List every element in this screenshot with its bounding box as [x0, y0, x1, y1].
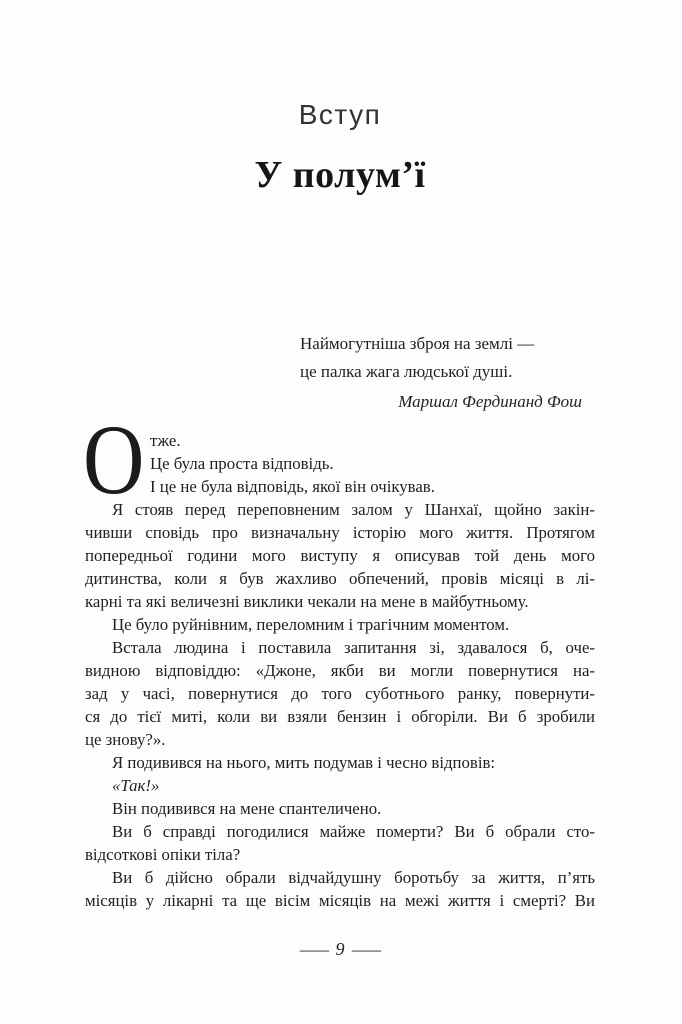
body-line: чивши сповідь про визначальну історію мого життя. Протягом [85, 523, 595, 542]
footer-left-dash: — [299, 940, 329, 959]
epigraph-attribution: Маршал Фердинанд Фош [398, 392, 582, 411]
body-text [83, 404, 595, 912]
body-line: Ви б справді погодилися майже померти? Ви б обрали сто- [112, 822, 595, 841]
body-line: це знову?». [85, 730, 166, 749]
drop-cap: О [83, 404, 145, 515]
body-line: тже. [150, 431, 181, 450]
body-lines [85, 429, 595, 912]
body-line: Це була проста відповідь. [150, 454, 334, 473]
body-line: відсоткові опіки тіла? [85, 845, 241, 864]
body-line: Це було руйнівним, переломним і трагічним моментом. [112, 615, 510, 634]
body-line: видною відповіддю: «Джоне, якби ви могли повернутися на- [85, 661, 595, 680]
epigraph-line: це палка жага людської душі. [300, 362, 513, 381]
page-number: 9 [335, 939, 345, 959]
body-line: попередньої години мого виступу я описував той день мого [85, 546, 595, 565]
body-line: Він подивився на мене спантеличено. [112, 799, 382, 818]
body-line: Ви б дійсно обрали відчайдушну боротьбу за життя, п’ять [112, 868, 595, 887]
body-line: ся до тієї миті, коли ви взяли бензин і обгоріли. Ви б зробили [85, 707, 595, 726]
page-footer [85, 938, 595, 961]
epigraph-line: Наймогутніша зброя на землі — [300, 334, 535, 353]
epigraph-lines [300, 330, 582, 386]
page-title: У полум’ї [254, 154, 426, 196]
epigraph [300, 330, 582, 416]
body-line: Я стояв перед переповненим залом у Шанхаї, щойно закін- [112, 500, 595, 519]
chapter-label: Вступ [298, 99, 382, 130]
footer-right-dash: — [351, 940, 381, 959]
body-line: дитинства, коли я був жахливо обпечений, провів місяці в лі- [85, 569, 595, 588]
body-line: Я подивився на нього, мить подумав і чесно відповів: [112, 753, 496, 772]
body-line: місяців у лікарні та ще вісім місяців на межі життя і смерті? Ви [85, 891, 595, 910]
body-line: «Так!» [112, 776, 160, 795]
body-line: Встала людина і поставила запитання зі, здавалося б, оче- [112, 638, 595, 657]
body-line: зад у часі, повернутися до того суботнього ранку, повернути- [85, 684, 595, 703]
body-line: І це не була відповідь, якої він очікував. [150, 477, 435, 496]
body-line: карні та які величезні виклики чекали на мене в майбутньому. [85, 592, 529, 611]
